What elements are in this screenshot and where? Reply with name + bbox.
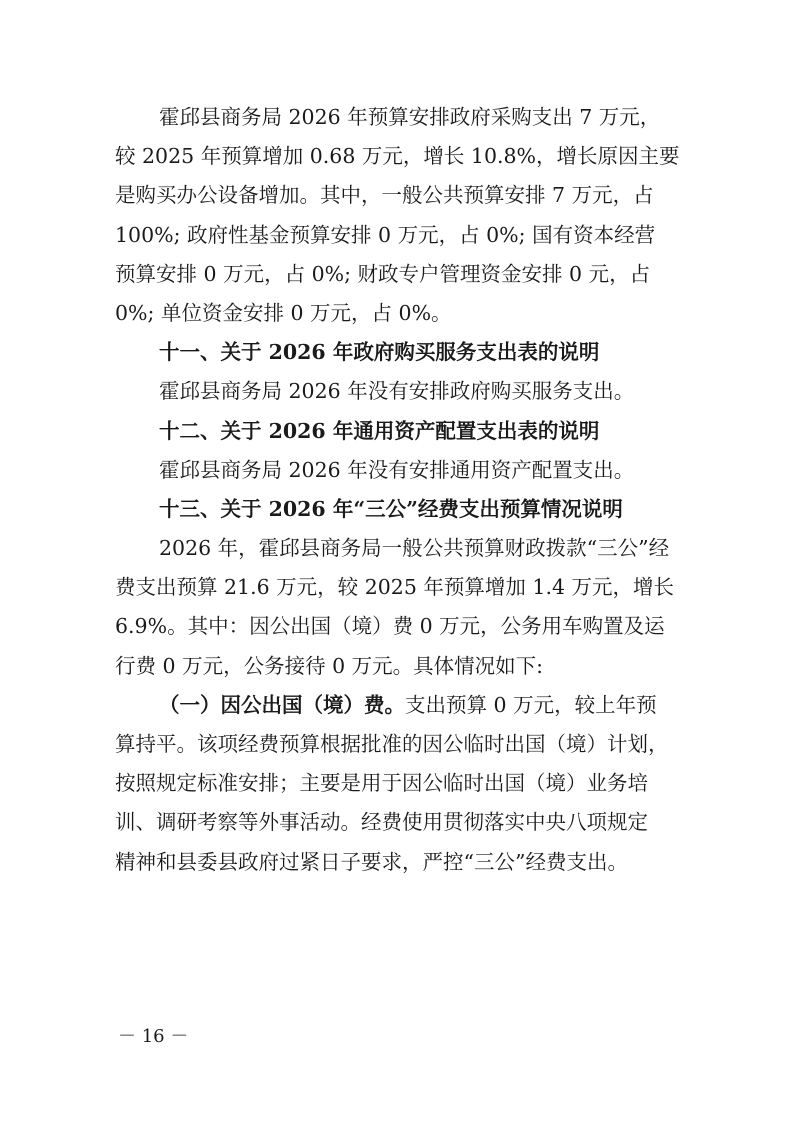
page-number: － 16 － — [118, 1026, 189, 1047]
paragraph-line: 霍邱县商务局 2026 年没有安排通用资产配置支出。 — [159, 457, 635, 482]
subsection-text: 支出预算 0 万元，较上年预 — [405, 692, 657, 717]
paragraph-line: 按照规定标准安排；主要是用于因公临时出国（境）业务培 — [115, 771, 648, 796]
section-heading-13: 十三、关于 2026 年“三公”经费支出预算情况说明 — [159, 496, 623, 521]
paragraph-line: 霍邱县商务局 2026 年预算安排政府采购支出 7 万元， — [159, 105, 661, 129]
paragraph-line: 0%; 单位资金安排 0 万元，占 0%。 — [115, 300, 452, 325]
section-heading-12: 十二、关于 2026 年通用资产配置支出表的说明 — [159, 418, 600, 443]
paragraph-line: 预算安排 0 万元，占 0%; 财政专户管理资金安排 0 元，占 — [115, 261, 651, 286]
paragraph-line: 行费 0 万元，公务接待 0 万元。具体情况如下: — [115, 653, 544, 678]
paragraph-line: 100%; 政府性基金预算安排 0 万元，占 0%; 国有资本经营 — [115, 222, 656, 247]
paragraph-line: 2026 年，霍邱县商务局一般公共预算财政拨款“三公”经 — [159, 536, 670, 561]
paragraph-line: 算持平。该项经费预算根据批准的因公临时出国（境）计划， — [115, 732, 669, 756]
body-text — [115, 98, 680, 882]
paragraph-line: 是购买办公设备增加。其中，一般公共预算安排 7 万元，占 — [115, 183, 654, 208]
paragraph-line: 6.9%。其中：因公出国（境）费 0 万元，公务用车购置及运 — [115, 614, 665, 639]
subsection-first-line — [115, 686, 680, 725]
paragraph-line: 费支出预算 21.6 万元，较 2025 年预算增加 1.4 万元，增长 — [115, 575, 675, 600]
paragraph-line: 霍邱县商务局 2026 年没有安排政府购买服务支出。 — [159, 379, 635, 404]
paragraph-line: 训、调研考察等外事活动。经费使用贯彻落实中央八项规定 — [115, 810, 648, 835]
subsection-label: （一）因公出国（境）费。 — [159, 692, 405, 717]
paragraph-line: 精神和县委县政府过紧日子要求，严控“三公”经费支出。 — [115, 849, 628, 874]
section-heading-11: 十一、关于 2026 年政府购买服务支出表的说明 — [159, 340, 600, 365]
paragraph-line: 较 2025 年预算增加 0.68 万元，增长 10.8%，增长原因主要 — [115, 144, 680, 169]
